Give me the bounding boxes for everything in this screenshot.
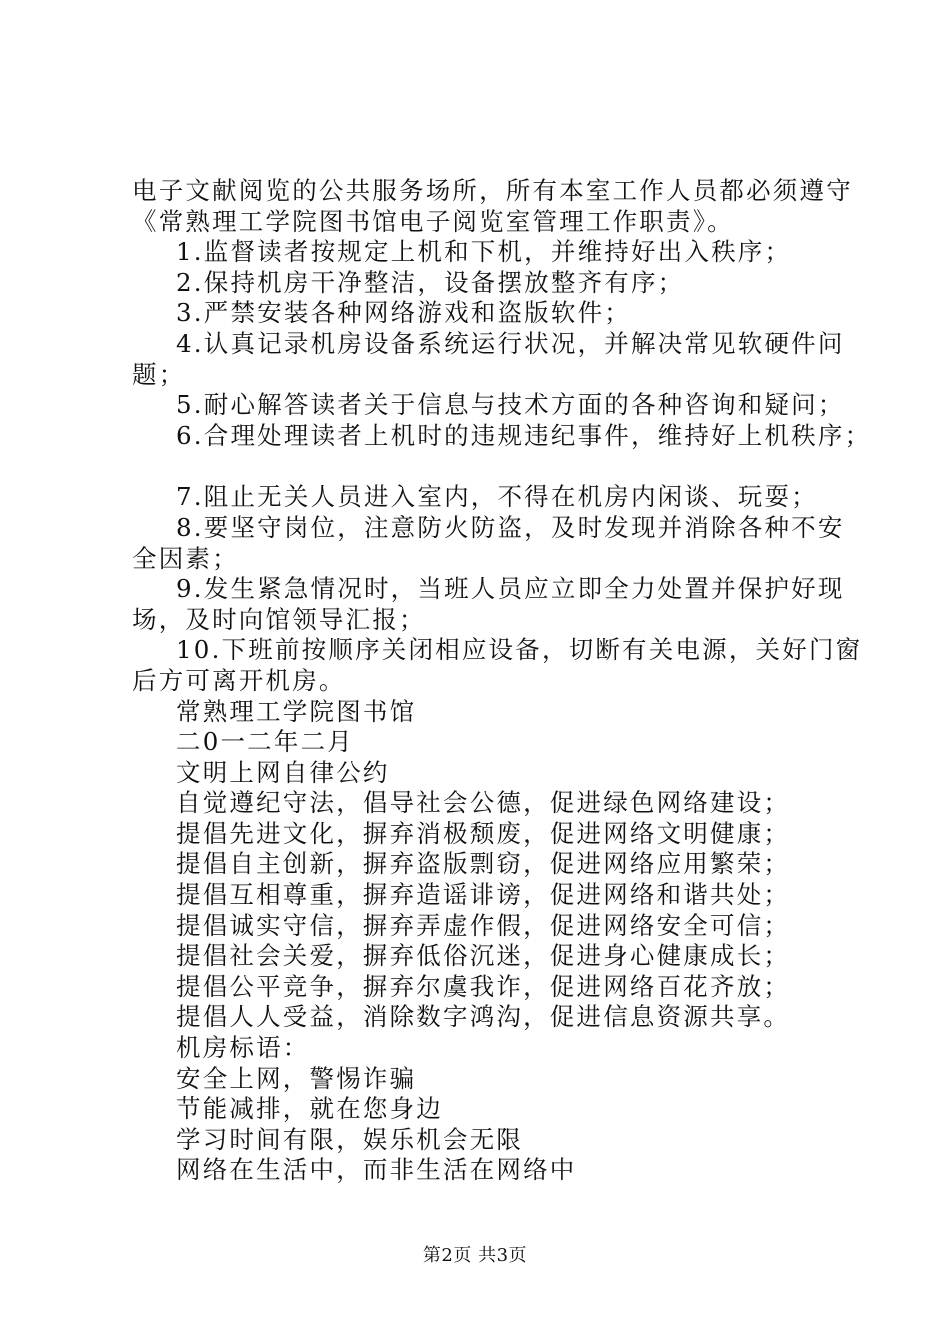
pledge-line: 提倡自主创新，摒弃盗版剽窃，促进网络应用繁荣； [176,849,791,879]
pledge-line: 提倡公平竞争，摒弃尔虞我诈，促进网络百花齐放； [176,971,791,1001]
slogan-line: 学习时间有限，娱乐机会无限 [176,1124,524,1154]
pledge-line: 提倡诚实守信，摒弃弄虚作假，促进网络安全可信； [176,910,791,940]
pledge-line: 提倡先进文化，摒弃消极颓废，促进网络文明健康； [176,818,791,848]
list-item-continuation: 后方可离开机房。 [132,665,346,695]
section-title: 机房标语： [176,1033,310,1063]
list-item: 3.严禁安装各种网络游戏和盗版软件； [176,298,631,328]
list-item-continuation: 场，及时向馆领导汇报； [132,604,426,634]
list-item-continuation: 题； [132,359,186,389]
blank-line [132,451,842,482]
list-item: 6.合理处理读者上机时的违规违纪事件，维持好上机秩序； [176,420,872,450]
paragraph-line: 电子文献阅览的公共服务场所，所有本室工作人员都必须遵守 [132,176,853,205]
pledge-line: 提倡人人受益，消除数字鸿沟，促进信息资源共享。 [176,1002,791,1032]
list-item: 5.耐心解答读者关于信息与技术方面的各种咨询和疑问； [176,390,845,420]
list-item: 9.发生紧急情况时，当班人员应立即全力处置并保护好现 [176,574,845,604]
paragraph-line: 《常熟理工学院图书馆电子阅览室管理工作职责》。 [132,206,734,236]
document-body [132,176,872,1186]
pledge-line: 提倡社会关爱，摒弃低俗沉迷，促进身心健康成长； [176,941,791,971]
list-item: 7.阻止无关人员进入室内，不得在机房内闲谈、玩耍； [176,482,818,512]
page-number-footer: 第2页 共3页 [422,1245,528,1266]
pledge-line: 提倡互相尊重，摒弃造谣诽谤，促进网络和谐共处； [176,880,791,910]
list-item-continuation: 全因素； [132,543,239,573]
slogan-line: 节能减排，就在您身边 [176,1094,443,1124]
section-title: 文明上网自律公约 [176,757,390,787]
pledge-line: 自觉遵纪守法，倡导社会公德，促进绿色网络建设； [176,788,791,818]
list-item: 2.保持机房干净整洁，设备摆放整齐有序； [176,267,685,297]
slogan-line: 安全上网，警惕诈骗 [176,1063,417,1093]
list-item: 10.下班前按顺序关闭相应设备，切断有关电源，关好门窗 [176,635,863,665]
signature-organization: 常熟理工学院图书馆 [176,696,417,726]
slogan-line: 网络在生活中，而非生活在网络中 [176,1155,577,1185]
signature-date: 二0一二年二月 [176,727,354,757]
list-item: 1.监督读者按规定上机和下机，并维持好出入秩序； [176,237,792,267]
list-item: 4.认真记录机房设备系统运行状况，并解决常见软硬件问 [176,328,845,358]
list-item: 8.要坚守岗位，注意防火防盗，及时发现并消除各种不安 [176,512,845,542]
